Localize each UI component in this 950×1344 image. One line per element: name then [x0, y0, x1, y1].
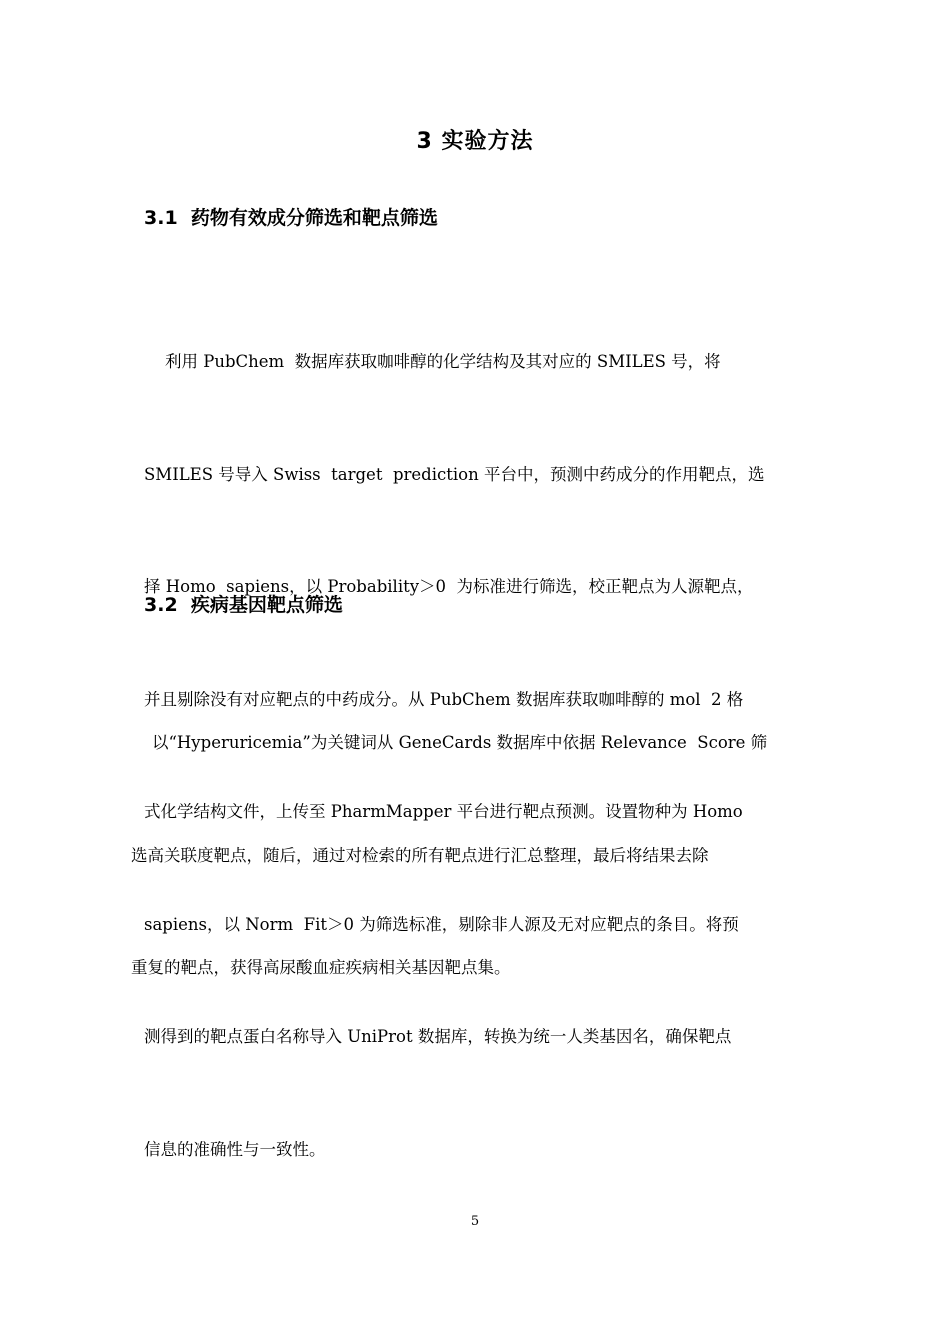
paragraph-line: 测得到的靶点蛋白名称导入 UniProt 数据库，转换为统一人类基因名，确保靶点: [144, 1027, 732, 1046]
paragraph-line: 利用 PubChem 数据库获取咖啡醇的化学结构及其对应的 SMILES 号，将: [144, 352, 721, 371]
paragraph-line: 重复的靶点，获得高尿酸血症疾病相关基因靶点集。: [131, 958, 511, 977]
section-heading-3-2: 3.2 疾病基因靶点筛选: [144, 594, 343, 616]
section-heading-3-1: 3.1 药物有效成分筛选和靶点筛选: [144, 207, 438, 229]
paragraph-line: 择 Homo sapiens，以 Probability＞0 为标准进行筛选，校正靶点为人源靶点，: [144, 577, 754, 596]
paragraph-line: 信息的准确性与一致性。: [144, 1139, 326, 1159]
chapter-title: 3 实验方法: [416, 129, 534, 154]
paragraph-line: 选高关联度靶点，随后，通过对检索的所有靶点进行汇总整理，最后将结果去除: [131, 845, 709, 865]
paragraph-line: 式化学结构文件，上传至 PharmMapper 平台进行靶点预测。设置物种为 Homo: [144, 802, 743, 821]
paragraph-line: 并且剔除没有对应靶点的中药成分。从 PubChem 数据库获取咖啡醇的 mol 2 格: [144, 689, 744, 709]
paragraph-line: SMILES 号导入 Swiss target prediction 平台中，预测中药成分的作用靶点，选: [144, 464, 765, 484]
section-3-2-paragraph: [131, 649, 767, 1062]
page-number: 5: [470, 1214, 480, 1229]
paragraph-line: 以“Hyperuricemia”为关键词从 GeneCards 数据库中依据 Relevance Score 筛: [131, 733, 768, 752]
paragraph-line: sapiens，以 Norm Fit＞0 为筛选标准，剔除非人源及无对应靶点的条目。将预: [144, 914, 739, 934]
